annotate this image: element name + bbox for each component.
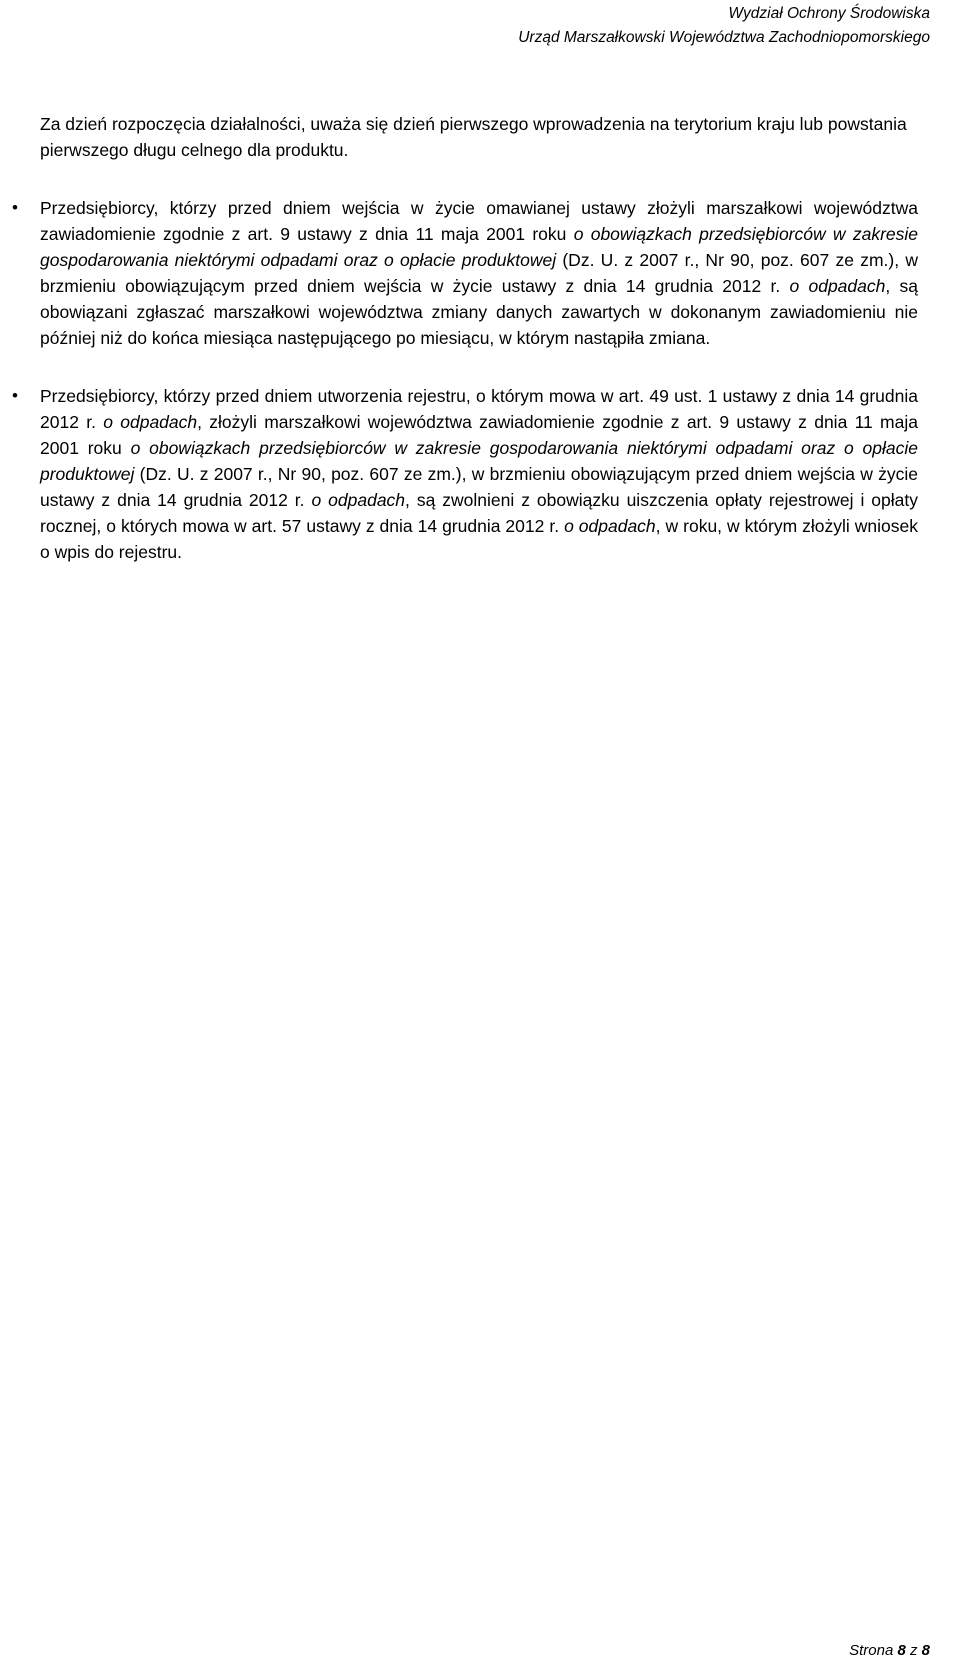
act-title-italic: o odpadach: [103, 412, 198, 432]
list-item: [12, 195, 919, 351]
page-header: [518, 2, 930, 50]
act-title-italic: o obowiązkach przedsiębiorców w zakresie gospodarowania niektórymi odpadami oraz o opłacie produktowej: [40, 438, 918, 484]
act-title-italic: o obowiązkach przedsiębiorców w zakresie gospodarowania niektórymi odpadami oraz o opłacie produktowej: [40, 224, 919, 270]
text-run: Przedsiębiorcy, którzy przed dniem utworzenia rejestru, o którym mowa w art. 49 ust. 1 ustawy z dnia 14 grudnia 2012 r.: [40, 386, 918, 432]
page-current: 8: [897, 1642, 906, 1659]
act-title-italic: o odpadach: [311, 490, 406, 510]
text-run: , są zwolnieni z obowiązku uiszczenia opłaty rejestrowej i opłaty rocznej, o których mowa w art. 57 ustawy z dnia 14 grudnia 2012 r.: [40, 490, 918, 536]
bullet-icon: •: [12, 198, 18, 217]
page-label: Strona: [849, 1642, 898, 1659]
act-title-italic: o odpadach: [789, 276, 886, 296]
text-run: , złożyli marszałkowi województwa zawiadomienie zgodnie z art. 9 ustawy z dnia 11 maja 2001 roku: [40, 412, 918, 458]
text-run: , są obowiązani zgłaszać marszałkowi województwa zmiany danych zawartych w dokonanym zawiadomieniu nie później niż do końca miesiąca następującego po miesiącu, w którym nastąpiła zmiana.: [40, 276, 918, 348]
page-number: [849, 1640, 930, 1662]
document-body: [12, 111, 919, 597]
list-item: [12, 383, 918, 565]
text-run: (Dz. U. z 2007 r., Nr 90, poz. 607 ze zm.), w brzmieniu obowiązującym przed dniem wejścia w życie ustawy z dnia 14 grudnia 2012 r.: [40, 464, 918, 510]
bullet-icon: •: [12, 386, 18, 405]
header-department: Wydział Ochrony Środowiska: [728, 5, 930, 22]
intro-paragraph: Za dzień rozpoczęcia działalności, uważa się dzień pierwszego wprowadzenia na terytorium kraju lub powstania pierwszego długu celnego dla produktu.: [40, 114, 907, 160]
act-title-italic: o odpadach: [564, 516, 656, 536]
text-run: Przedsiębiorcy, którzy przed dniem wejścia w życie omawianej ustawy złożyli marszałkowi województwa zawiadomienie zgodnie z art. 9 ustawy z dnia 11 maja 2001 roku: [40, 198, 918, 244]
text-run: , w roku, w którym złożyli wniosek o wpis do rejestru.: [40, 516, 918, 562]
page-sep: z: [905, 1642, 922, 1659]
text-run: (Dz. U. z 2007 r., Nr 90, poz. 607 ze zm.), w brzmieniu obowiązującym przed dniem wejścia w życie ustawy z dnia 14 grudnia 2012 r.: [40, 250, 918, 296]
header-office: Urząd Marszałkowski Województwa Zachodniopomorskiego: [518, 29, 930, 46]
page-total: 8: [921, 1642, 930, 1659]
